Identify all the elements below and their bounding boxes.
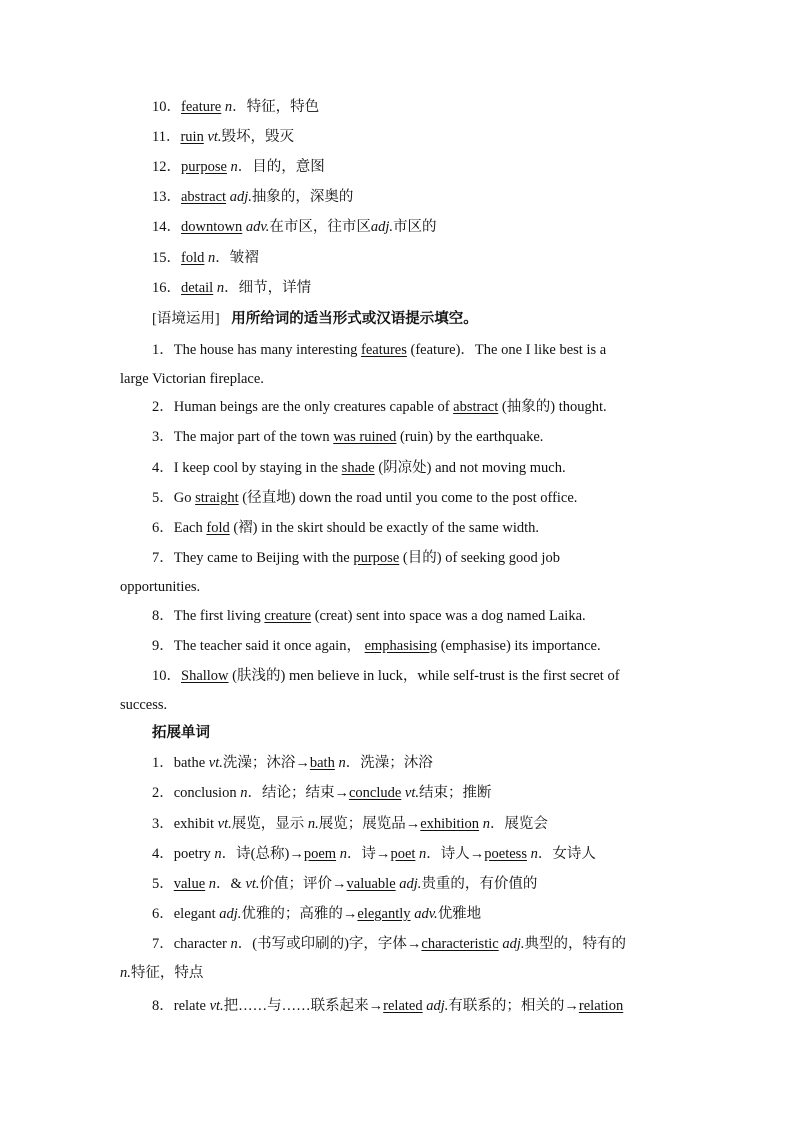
vocab-word: purpose xyxy=(181,159,227,175)
sentence-text: Each xyxy=(173,520,203,536)
part-of-speech: adj. xyxy=(399,876,422,892)
entry-text: ．& xyxy=(216,876,246,892)
exercise-continuation: opportunities. xyxy=(120,579,201,595)
expand-item xyxy=(152,784,492,802)
answer-blank: abstract xyxy=(453,399,499,415)
part-of-speech: vt. xyxy=(208,755,223,771)
item-number: 14． xyxy=(152,219,181,235)
item-number: 10． xyxy=(152,99,181,115)
entry-text: 有联系的；相关的→ xyxy=(448,998,579,1014)
item-number: 8． xyxy=(152,998,174,1014)
item-number: 6． xyxy=(152,520,174,536)
sentence-text: The first living xyxy=(173,608,261,624)
part-of-speech: n xyxy=(230,936,238,952)
entry-text: 展览，显示 xyxy=(231,816,308,832)
item-number: 15． xyxy=(152,250,181,266)
sentence-text: its importance. xyxy=(514,638,601,654)
entry-text: 优雅地 xyxy=(437,906,482,922)
item-number: 3． xyxy=(152,429,174,445)
entry-text: ．结论；结束→ xyxy=(247,785,349,801)
section-tag: [语境运用] xyxy=(152,311,220,327)
vocab-word: fold xyxy=(181,250,205,266)
entry-text: 展览；展览品→ xyxy=(318,816,421,832)
sentence-text: The house has many interesting xyxy=(173,342,358,358)
part-of-speech: adv. xyxy=(414,906,438,922)
entry-text: ．诗(总称)→ xyxy=(221,846,304,862)
part-of-speech: adj. xyxy=(502,936,525,952)
item-number: 4． xyxy=(152,846,174,862)
part-of-speech: n xyxy=(482,816,490,832)
answer-blank: poet xyxy=(390,846,416,862)
answer-blank: related xyxy=(383,998,423,1014)
part-of-speech: n xyxy=(419,846,427,862)
answer-blank: Shallow xyxy=(181,668,229,684)
exercise-item xyxy=(152,637,601,655)
item-number: 9． xyxy=(152,638,174,654)
item-number: 12． xyxy=(152,159,181,175)
vocab-item xyxy=(152,98,319,116)
entry-text: 贵重的，有价值的 xyxy=(421,876,538,892)
sentence-text: The major part of the town xyxy=(173,429,330,445)
answer-blank: straight xyxy=(195,490,239,506)
part-of-speech: n xyxy=(230,159,238,175)
part-of-speech: n xyxy=(216,280,225,296)
answer-blank: purpose xyxy=(353,550,400,566)
sentence-text: and not moving much. xyxy=(435,460,566,476)
entry-text: 价值；评价→ xyxy=(259,876,347,892)
sentence-text: in the skirt should be exactly of the same width. xyxy=(261,520,539,536)
item-number: 4． xyxy=(152,460,174,476)
sentence-text: They came to Beijing with the xyxy=(173,550,350,566)
answer-blank: exhibition xyxy=(420,816,480,832)
part-of-speech: n xyxy=(240,785,248,801)
item-number: 2． xyxy=(152,785,174,801)
hint-text: (肤浅的) xyxy=(232,668,286,684)
entry-text: 典型的，特有的 xyxy=(524,936,626,952)
expand-item xyxy=(152,905,481,923)
vocab-word: ruin xyxy=(180,129,204,145)
expand-item xyxy=(152,815,548,833)
entry-text: ．展览会 xyxy=(489,816,548,832)
vocab-meaning: 市区的 xyxy=(393,219,437,235)
hint-text: (阴凉处) xyxy=(378,460,432,476)
exercise-item xyxy=(152,459,566,477)
sentence-text: thought. xyxy=(558,399,607,415)
answer-blank: fold xyxy=(206,520,230,536)
entry-text: bathe xyxy=(173,755,209,771)
sentence-text: Go xyxy=(173,490,192,506)
part-of-speech: n xyxy=(214,846,222,862)
answer-blank: poem xyxy=(303,846,337,862)
hint-text: (抽象的) xyxy=(501,399,556,415)
section-instruction: 用所给词的适当形式或汉语提示填空。 xyxy=(231,311,478,327)
part-of-speech: n xyxy=(339,846,347,862)
vocab-meaning: ．目的，意图 xyxy=(237,159,325,175)
item-number: 5． xyxy=(152,876,174,892)
vocab-meaning: ．皱褶 xyxy=(215,250,259,266)
sentence-text: ．The one I like best is a xyxy=(460,342,607,358)
entry-text: 把……与……联系起来→ xyxy=(223,998,384,1014)
entry-text: ．洗澡；沐浴 xyxy=(345,755,433,771)
hint-text: (feature) xyxy=(410,342,461,358)
sentence-text: I keep cool by staying in the xyxy=(173,460,339,476)
vocab-item xyxy=(152,158,325,176)
item-number: 5． xyxy=(152,490,174,506)
hint-text: (径直地) xyxy=(242,490,296,506)
answer-blank: value xyxy=(173,876,206,892)
part-of-speech: adj. xyxy=(426,998,449,1014)
section-heading xyxy=(152,310,478,328)
part-of-speech: vt. xyxy=(209,998,224,1014)
entry-text: 优雅的；高雅的→ xyxy=(241,906,358,922)
sentence-text: of seeking good job xyxy=(445,550,560,566)
item-number: 3． xyxy=(152,816,174,832)
expand-continuation xyxy=(120,964,203,982)
expand-item xyxy=(152,997,623,1015)
entry-text: ．(书写或印刷的)字，字体→ xyxy=(237,936,422,952)
exercise-continuation: success. xyxy=(120,697,168,713)
vocab-meaning: ．特征，特色 xyxy=(232,99,320,115)
hint-text: (褶) xyxy=(233,520,258,536)
vocab-meaning: ．细节，详情 xyxy=(224,280,312,296)
answer-blank: valuable xyxy=(346,876,396,892)
expand-item xyxy=(152,935,626,953)
part-of-speech: adv. xyxy=(245,219,270,235)
exercise-continuation: large Victorian fireplace. xyxy=(120,371,264,387)
part-of-speech: n. xyxy=(307,816,319,832)
entry-text: 结束；推断 xyxy=(419,785,492,801)
hint-text: (目的) xyxy=(402,550,442,566)
vocab-meaning: 在市区，往市区 xyxy=(269,219,371,235)
sentence-text: The teacher said it once again， xyxy=(173,638,361,654)
entry-text: poetry xyxy=(173,846,215,862)
entry-text: character xyxy=(173,936,231,952)
answer-blank: conclude xyxy=(348,785,402,801)
section-title: 拓展单词 xyxy=(152,725,210,741)
answer-blank: relation xyxy=(578,998,624,1014)
exercise-item xyxy=(152,549,560,567)
vocab-word: detail xyxy=(181,280,214,296)
part-of-speech: n xyxy=(207,250,216,266)
item-number: 8． xyxy=(152,608,174,624)
part-of-speech: adj. xyxy=(219,906,242,922)
entry-text: ．诗→ xyxy=(346,846,391,862)
answer-blank: was ruined xyxy=(333,429,397,445)
part-of-speech: n xyxy=(224,99,233,115)
entry-text: ．女诗人 xyxy=(537,846,596,862)
entry-text: conclusion xyxy=(173,785,241,801)
vocab-item xyxy=(152,188,353,206)
entry-text: exhibit xyxy=(173,816,218,832)
exercise-item xyxy=(152,519,539,537)
expand-item xyxy=(152,754,433,772)
item-number: 13． xyxy=(152,189,181,205)
item-number: 10． xyxy=(152,668,181,684)
entry-text: relate xyxy=(173,998,210,1014)
sentence-text: sent into space was a dog named Laika. xyxy=(356,608,586,624)
sentence-text: down the road until you come to the post office. xyxy=(299,490,578,506)
sentence-text: by the earthquake. xyxy=(436,429,544,445)
part-of-speech: vt. xyxy=(245,876,260,892)
vocab-item xyxy=(152,128,294,146)
item-number: 7． xyxy=(152,550,174,566)
hint-text: (creat) xyxy=(314,608,353,624)
hint-text: (emphasise) xyxy=(440,638,511,654)
answer-blank: poetess xyxy=(484,846,527,862)
part-of-speech: vt. xyxy=(217,816,232,832)
entry-text: 特征，特点 xyxy=(130,965,204,981)
vocab-word: downtown xyxy=(181,219,243,235)
exercise-item xyxy=(152,607,586,625)
vocab-word: feature xyxy=(181,99,222,115)
exercise-item xyxy=(152,341,606,359)
part-of-speech: vt. xyxy=(207,129,222,145)
exercise-item xyxy=(152,667,620,685)
sentence-text: men believe in luck，while self-trust is the first secret of xyxy=(288,668,620,684)
item-number: 1． xyxy=(152,342,174,358)
item-number: 2． xyxy=(152,399,174,415)
vocab-item xyxy=(152,279,311,297)
exercise-item xyxy=(152,398,607,416)
answer-blank: emphasising xyxy=(364,638,438,654)
sentence-text: Human beings are the only creatures capable of xyxy=(173,399,450,415)
answer-blank: features xyxy=(361,342,407,358)
exercise-item xyxy=(152,428,543,446)
vocab-meaning: 抽象的，深奥的 xyxy=(251,189,354,205)
exercise-item xyxy=(152,489,577,507)
part-of-speech: adj. xyxy=(370,219,394,235)
answer-blank: characteristic xyxy=(421,936,499,952)
part-of-speech: n xyxy=(338,755,346,771)
part-of-speech: n xyxy=(208,876,217,892)
item-number: 6． xyxy=(152,906,174,922)
part-of-speech: adj. xyxy=(229,189,252,205)
expand-item xyxy=(152,845,596,863)
entry-text: 洗澡；沐浴→ xyxy=(222,755,310,771)
expand-item xyxy=(152,875,537,893)
answer-blank: shade xyxy=(341,460,375,476)
vocab-meaning: 毁坏，毁灭 xyxy=(221,129,295,145)
part-of-speech: vt. xyxy=(404,785,420,801)
vocab-item xyxy=(152,249,259,267)
item-number: 7． xyxy=(152,936,174,952)
hint-text: (ruin) xyxy=(400,429,434,445)
entry-text: elegant xyxy=(173,906,220,922)
answer-blank: bath xyxy=(309,755,335,771)
vocab-item xyxy=(152,218,437,236)
answer-blank: elegantly xyxy=(357,906,411,922)
part-of-speech: n. xyxy=(120,965,131,981)
vocab-word: abstract xyxy=(181,189,227,205)
answer-blank: creature xyxy=(264,608,312,624)
item-number: 1． xyxy=(152,755,174,771)
entry-text: ．诗人→ xyxy=(426,846,485,862)
item-number: 11． xyxy=(152,129,181,145)
part-of-speech: n xyxy=(530,846,538,862)
item-number: 16． xyxy=(152,280,181,296)
